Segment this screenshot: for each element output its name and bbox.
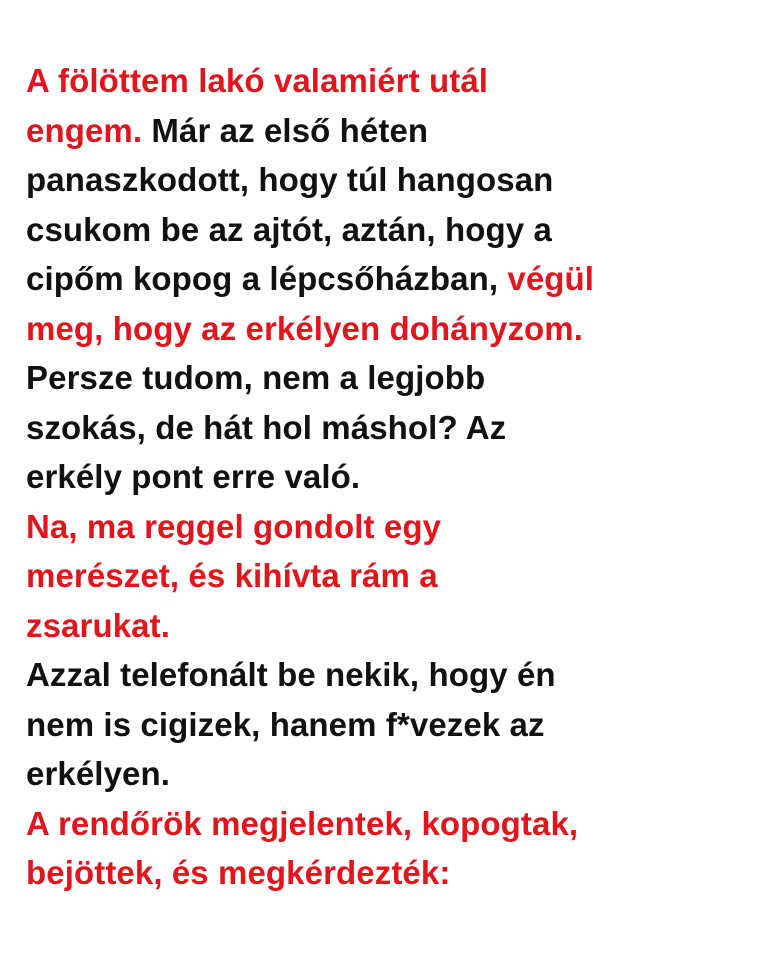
- story-segment: erkély pont erre való.: [26, 458, 361, 495]
- story-line: [26, 502, 756, 552]
- story-line: [26, 650, 756, 700]
- story-segment: Azzal telefonált be nekik, hogy én: [26, 656, 556, 693]
- story-line: [26, 403, 756, 453]
- story-line: [26, 799, 756, 849]
- story-segment: zsarukat.: [26, 606, 170, 644]
- story-line: [26, 353, 756, 403]
- story-segment: szokás, de hát hol máshol? Az: [26, 408, 507, 446]
- story-segment: panaszkodott, hogy túl hangosan: [26, 161, 554, 198]
- story-text: [26, 56, 756, 898]
- story-segment: A rendőrök megjelentek, kopogtak,: [26, 804, 579, 842]
- story-segment: bejöttek, és megkérdezték:: [26, 854, 451, 891]
- story-line: [26, 551, 756, 601]
- story-line: [26, 205, 756, 255]
- story-segment: erkélyen.: [26, 755, 171, 792]
- story-line: [26, 56, 756, 106]
- story-line: [26, 254, 756, 304]
- story-line: [26, 106, 756, 156]
- story-line: [26, 601, 756, 651]
- story-line: [26, 304, 756, 354]
- story-segment: merészet, és kihívta rám a: [26, 557, 438, 594]
- story-line: [26, 749, 756, 799]
- story-segment: nem is cigizek, hanem f*vezek az: [26, 705, 545, 743]
- story-line: [26, 452, 756, 502]
- story-segment: Már az első héten: [142, 111, 429, 149]
- story-segment: Na, ma reggel gondolt egy: [26, 507, 442, 545]
- story-segment: végül: [507, 260, 595, 297]
- story-segment: A fölöttem lakó valamiért utál: [26, 62, 489, 99]
- story-segment: Persze tudom, nem a legjobb: [26, 359, 486, 396]
- story-segment: meg, hogy az erkélyen dohányzom.: [26, 309, 584, 347]
- story-line: [26, 155, 756, 205]
- story-segment: csukom be az ajtót, aztán, hogy a: [26, 210, 552, 248]
- story-line: [26, 700, 756, 750]
- story-segment: engem.: [26, 111, 143, 149]
- story-line: [26, 848, 756, 898]
- story-segment: cipőm kopog a lépcsőházban,: [26, 260, 508, 297]
